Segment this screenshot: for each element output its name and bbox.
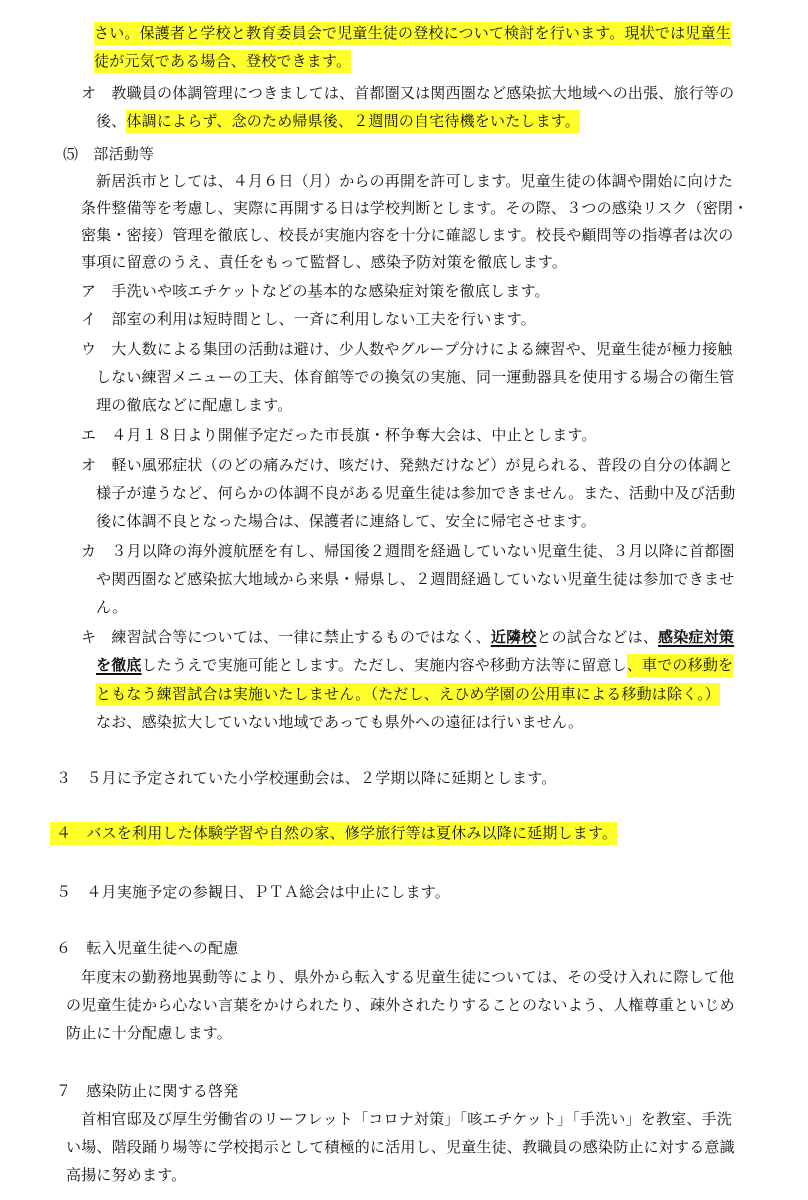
list-item-ka: カ ３月以降の海外渡航歴を有し、帰国後２週間を経過していない児童生徒、３月以降に首都圏 [81, 542, 735, 560]
underlined-text: を徹底 [96, 656, 142, 674]
paragraph-line: しない練習メニューの工夫、体育館等での換気の実施、同一運動器具を使用する場合の衛生管 [96, 368, 735, 386]
paragraph-line: ん。 [96, 598, 128, 616]
paragraph-line: なお、感染拡大していない地域であっても県外への遠征は行いません。 [96, 713, 584, 731]
list-item-ki [81, 626, 734, 650]
list-item-a: ア 手洗いや咳エチケットなどの基本的な感染症対策を徹底します。 [81, 282, 550, 300]
paragraph-line: 事項に留意のうえ、責任をもって監督し、感染予防対策を徹底します。 [81, 253, 568, 271]
item-5: ５ ４月実施予定の参観日、ＰＴＡ総会は中止にします。 [56, 883, 451, 901]
text-span: キ 練習試合等については、一律に禁止するものではなく、 [81, 628, 491, 646]
highlighted-text: さい。保護者と学校と教育委員会で児童生徒の登校について検討を行います。現状では児童生 [94, 22, 731, 45]
paragraph-line: 後に体調不良となった場合は、保護者に連絡して、安全に帰宅させます。 [96, 512, 597, 530]
text-span: したうえで実施可能とします。ただし、実施内容や移動方法等に留意し [141, 656, 627, 674]
highlighted-text: 、車での移動を [627, 654, 733, 677]
paragraph-line: 首相官邸及び厚生労働省のリーフレット「コロナ対策」「咳エチケット」「手洗い」を教室、手洗 [81, 1110, 732, 1128]
section-heading-club: ⑸ 部活動等 [63, 145, 155, 163]
paragraph-line: や関西圏など感染拡大地域から来県・帰県し、２週間経過していない児童生徒は参加できませ [96, 570, 735, 588]
item-3: ３ ５月に予定されていた小学校運動会は、２学期以降に延期とします。 [56, 769, 557, 787]
highlighted-text: 体調によらず、念のため帰県後、２週間の自宅待機をいたします。 [126, 110, 580, 133]
highlighted-text: ともなう練習試合は実施いたしません。（ただし、えひめ学園の公用車による移動は除く。） [96, 683, 720, 706]
highlighted-text: ４ バスを利用した体験学習や自然の家、修学旅行等は夏休み以降に延期します。 [50, 822, 617, 845]
list-item-e: エ ４月１８日より開催予定だった市長旗・杯争奪大会は、中止とします。 [81, 426, 597, 444]
list-item-o2: オ 軽い風邪症状（のどの痛みだけ、咳だけ、発熱だけなど）が見られる、普段の自分の体調と [81, 456, 734, 474]
text-span: との試合などは、 [536, 628, 659, 646]
highlighted-text: 徒が元気である場合、登校できます。 [94, 50, 351, 73]
paragraph-line [96, 110, 580, 134]
paragraph-line [94, 22, 731, 46]
paragraph-line: 新居浜市としては、４月６日（月）からの再開を許可します。児童生徒の体調や開始に向けた [96, 172, 734, 190]
paragraph-line [94, 50, 351, 74]
item-6-heading: ６ 転入児童生徒への配慮 [56, 939, 239, 957]
item-4 [50, 822, 617, 846]
paragraph-line: 防止に十分配慮します。 [66, 1024, 233, 1042]
paragraph-line [96, 683, 720, 707]
paragraph-line: 理の徹底などに配慮します。 [96, 396, 293, 414]
underlined-text: 感染症対策 [658, 628, 735, 646]
text-span: 後、 [96, 112, 127, 130]
item-7-heading: ７ 感染防止に関する啓発 [56, 1082, 239, 1100]
list-item-u: ウ 大人数による集団の活動は避け、少人数やグループ分けによる練習や、児童生徒が極力接触 [81, 340, 733, 358]
paragraph-line: 様子が違うなど、何らかの体調不良がある児童生徒は参加できません。また、活動中及び活動 [96, 484, 736, 502]
underlined-text: 近隣校 [490, 628, 537, 646]
paragraph-line: 年度末の勤務地異動等により、県外から転入する児童生徒については、その受け入れに際して他 [81, 968, 735, 986]
paragraph-line: の児童生徒から心ない言葉をかけられたり、疎外されたりすることのないよう、人権尊重といじめ [66, 996, 735, 1014]
paragraph-line: い場、階段踊り場等に学校掲示として積極的に活用し、児童生徒、教職員の感染防止に対する意識 [66, 1138, 735, 1156]
list-item-o: オ 教職員の体調管理につきましては、首都圏又は関西圏など感染拡大地域への出張、旅行等の [81, 84, 735, 102]
paragraph-line: 条件整備等を考慮し、実際に再開する日は学校判断とします。その際、３つの感染リスク（密閉・ [81, 199, 749, 217]
list-item-i: イ 部室の利用は短時間とし、一斉に利用しない工夫を行います。 [81, 310, 536, 328]
paragraph-line: 高揚に努めます。 [66, 1166, 187, 1184]
paragraph-line [96, 654, 733, 678]
paragraph-line: 密集・密接）管理を徹底し、校長が実施内容を十分に確認します。校長や顧問等の指導者は次の [81, 226, 734, 244]
